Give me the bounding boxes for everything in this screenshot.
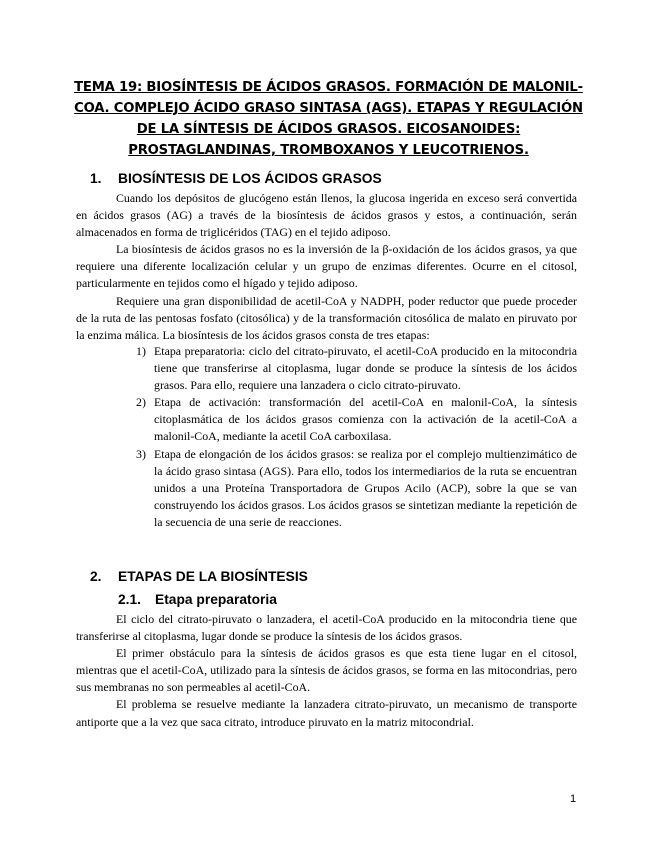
paragraph: El primer obstáculo para la síntesis de ácidos grasos es que esta tiene lugar en el citosol, mientras que el acetil-CoA, utilizado para la síntesis de ácidos grasos, se forma en las mitocondrias, pero sus membranas no son permeables al acetil-CoA. <box>76 646 577 695</box>
section-1-body <box>76 190 577 344</box>
section-1-number: 1. <box>90 171 102 186</box>
document-title: TEMA 19: BIOSÍNTESIS DE ÁCIDOS GRASOS. FORMACIÓN DE MALONIL-COA. COMPLEJO ÁCIDO GRASO SINTASA (AGS). ETAPAS Y REGULACIÓN DE LA SÍNTESIS DE ÁCIDOS GRASOS. EICOSANOIDES: PROSTAGLANDINAS, TROMBOXANOS Y LEUCOTRIENOS. <box>74 80 583 158</box>
paragraph: Requiere una gran disponibilidad de acetil-CoA y NADPH, poder reductor que puede proceder de la ruta de las pentosas fosfato (citosólica) y de la transformación citosólica de malato en piruvato por la enzima málica. La biosíntesis de los ácidos grasos consta de tres etapas: <box>76 293 577 342</box>
list-item-text: Etapa de elongación de los ácidos grasos: se realiza por el complejo multienzimático de la ácido graso sintasa (AGS). Para ello, todos los intermediarios de la ruta se encuentran unidos a una Proteína Transportadora de Grupos Acilo (ACP), sobre la que se van construyendo los ácidos grasos. Los ácidos grasos se sintetizan mediante la repetición de la secuencia de una serie de reacciones. <box>154 446 577 529</box>
paragraph: El ciclo del citrato-piruvato o lanzadera, el acetil-CoA producido en la mitocondria tiene que transferirse al citoplasma, lugar donde se produce la síntesis de los ácidos grasos. <box>76 612 577 644</box>
list-item-number: 2) <box>136 395 146 410</box>
section-2-title: ETAPAS DE LA BIOSÍNTESIS <box>118 569 308 584</box>
subsection-2-1-number: 2.1. <box>118 592 142 607</box>
page-number: 1 <box>570 793 577 805</box>
stages-list <box>136 343 577 531</box>
paragraph: El problema se resuelve mediante la lanzadera citrato-piruvato, un mecanismo de transporte antiporte que a la vez que saca citrato, introduce piruvato en la matriz mitocondrial. <box>76 697 577 729</box>
list-item-number: 1) <box>136 344 146 358</box>
subsection-2-1-title: Etapa preparatoria <box>155 592 277 607</box>
paragraph: La biosíntesis de ácidos grasos no es la inversión de la β-oxidación de los ácidos grasos, ya que requiere una diferente localización celular y un grupo de enzimas diferentes. Ocurre en el citosol, particularmente en tejidos como el hígado y tejido adiposo. <box>76 242 577 291</box>
section-1-title: BIOSÍNTESIS DE LOS ÁCIDOS GRASOS <box>118 171 382 186</box>
subsection-2-1-body <box>76 611 577 731</box>
list-item-number: 3) <box>136 446 146 461</box>
list-item <box>136 343 577 394</box>
paragraph: Cuando los depósitos de glucógeno están llenos, la glucosa ingerida en exceso será convertida en ácidos grasos (AG) a través de la biosíntesis de ácidos grasos y estos, a continuación, serán almacenados en forma de triglicéridos (TAG) en el tejido adiposo. <box>76 191 577 240</box>
list-item-text: Etapa preparatoria: ciclo del citrato-piruvato, el acetil-CoA producido en la mitocondria tiene que transferirse al citoplasma, lugar donde se produce la síntesis de los ácidos grasos. Para ello, requiere una lanzadera o ciclo citrato-piruvato. <box>154 344 577 393</box>
section-2-number: 2. <box>90 569 102 584</box>
list-item <box>136 446 577 531</box>
list-item <box>136 394 577 445</box>
list-item-text: Etapa de activación: transformación del acetil-CoA en malonil-CoA, la síntesis citoplasmática de los ácidos grasos comienza con la activación de la acetil-CoA a malonil-CoA, mediante la acetil CoA carboxilasa. <box>154 395 577 444</box>
